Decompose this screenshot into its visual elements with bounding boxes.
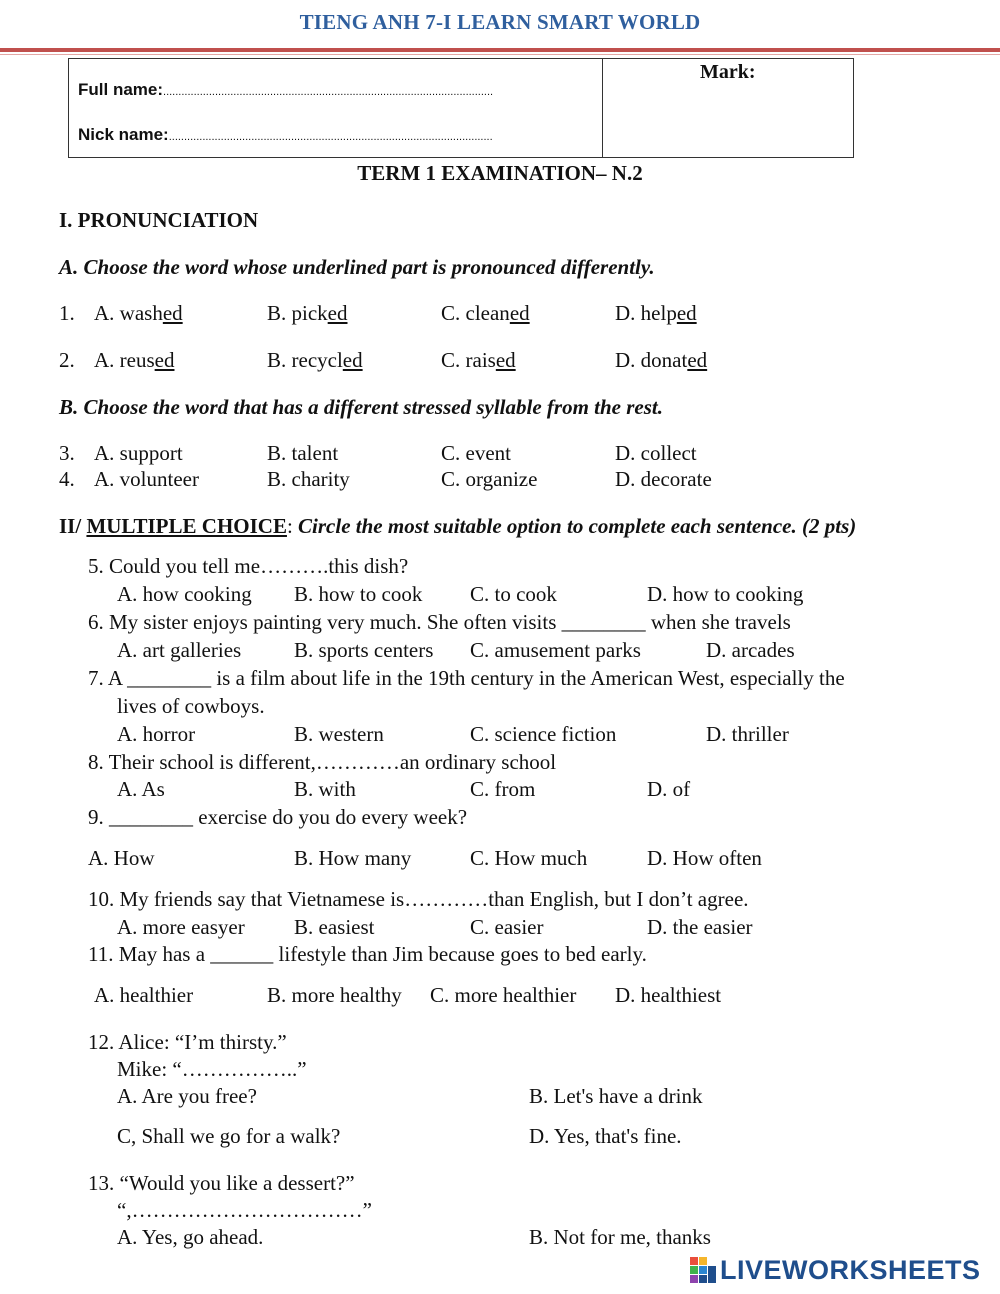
q10-option-a[interactable]: A. more easyer: [117, 915, 245, 939]
question-3-number: 3.: [59, 441, 75, 465]
q10-option-d[interactable]: D. the easier: [647, 915, 753, 939]
q1-option-b-underline: ed: [327, 301, 348, 325]
full-name-label: Full name:: [78, 80, 164, 99]
question-7-stem: 7. A ________ is a film about life in the 19th century in the American West, especially the: [88, 666, 845, 690]
q8-option-c[interactable]: C. from: [470, 777, 536, 801]
section-multiple-choice-heading: [59, 514, 856, 538]
q4-option-b[interactable]: B. charity: [267, 467, 350, 491]
q10-option-c[interactable]: C. easier: [470, 915, 544, 939]
q3-option-c[interactable]: C. event: [441, 441, 511, 465]
q12-option-b[interactable]: B. Let's have a drink: [529, 1084, 703, 1108]
q8-option-d[interactable]: D. of: [647, 777, 691, 801]
q8-option-b[interactable]: B. with: [294, 777, 356, 801]
question-1-number: 1.: [59, 301, 75, 325]
q3-option-d[interactable]: D. collect: [615, 441, 697, 465]
q2-option-d-underline: ed: [687, 348, 708, 372]
page-header-title: TIENG ANH 7-I LEARN SMART WORLD: [299, 10, 701, 34]
q1-option-d-underline: ed: [676, 301, 697, 325]
q5-option-c[interactable]: C. to cook: [470, 582, 557, 606]
q1-option-a-text: A. wash: [94, 301, 163, 325]
q6-option-d[interactable]: D. arcades: [706, 638, 795, 662]
q9-option-c[interactable]: C. How much: [470, 846, 588, 870]
mark-label: Mark:: [700, 61, 756, 83]
q1-option-c-underline: ed: [509, 301, 530, 325]
section-2-title: MULTIPLE CHOICE: [86, 514, 287, 538]
liveworksheets-logo-text: LIVEWORKSHEETS: [720, 1254, 981, 1285]
question-6-stem: 6. My sister enjoys painting very much. She often visits ________ when she travels: [88, 610, 791, 634]
question-8-stem: 8. Their school is different,…………an ordinary school: [88, 750, 557, 774]
header-divider: [0, 48, 1000, 52]
question-12-stem: 12. Alice: “I’m thirsty.”: [88, 1030, 287, 1054]
q7-option-b[interactable]: B. western: [294, 722, 384, 746]
q2-option-d-text: D. donat: [615, 348, 688, 372]
question-4-number: 4.: [59, 467, 75, 491]
part-a-instruction: A. Choose the word whose underlined part is pronounced differently.: [59, 255, 655, 279]
header-divider-thin: [0, 54, 1000, 55]
q12-option-c[interactable]: C, Shall we go for a walk?: [117, 1124, 341, 1148]
q1-option-a[interactable]: [94, 301, 183, 325]
q6-option-b[interactable]: B. sports centers: [294, 638, 434, 662]
question-7-stem-continued: lives of cowboys.: [117, 694, 265, 718]
question-13-stem: 13. “Would you like a dessert?”: [88, 1171, 355, 1195]
q2-option-d[interactable]: [615, 348, 707, 372]
q11-option-d[interactable]: D. healthiest: [615, 983, 722, 1007]
q8-option-a[interactable]: A. As: [117, 777, 165, 801]
q2-option-b[interactable]: [267, 348, 363, 372]
q12-option-a[interactable]: A. Are you free?: [117, 1084, 257, 1108]
full-name-row[interactable]: [78, 80, 493, 100]
nick-name-label: Nick name:: [78, 125, 169, 144]
q2-option-a-text: A. reus: [94, 348, 155, 372]
section-2-colon: :: [286, 514, 293, 538]
q2-option-c-text: C. rais: [441, 348, 496, 372]
exam-title: TERM 1 EXAMINATION– N.2: [357, 161, 643, 185]
q1-option-c[interactable]: [441, 301, 530, 325]
q2-option-c[interactable]: [441, 348, 516, 372]
q2-option-c-underline: ed: [495, 348, 516, 372]
liveworksheets-logo[interactable]: [690, 1254, 981, 1286]
full-name-field[interactable]: ............................................................................................................: [163, 86, 494, 98]
q6-option-c[interactable]: C. amusement parks: [470, 638, 641, 662]
question-11-stem: 11. May has a ______ lifestyle than Jim because goes to bed early.: [88, 942, 647, 966]
section-pronunciation-title: I. PRONUNCIATION: [59, 208, 259, 232]
q10-option-b[interactable]: B. easiest: [294, 915, 375, 939]
q13-option-a[interactable]: A. Yes, go ahead.: [117, 1225, 264, 1249]
section-2-prefix: II/: [59, 514, 87, 538]
q4-option-a[interactable]: A. volunteer: [94, 467, 199, 491]
liveworksheets-logo-icon: [690, 1257, 716, 1283]
q11-option-b[interactable]: B. more healthy: [267, 983, 402, 1007]
info-box-divider: [602, 58, 603, 158]
question-2-number: 2.: [59, 348, 75, 372]
q11-option-c[interactable]: C. more healthier: [430, 983, 577, 1007]
q5-option-d[interactable]: D. how to cooking: [647, 582, 804, 606]
q4-option-c[interactable]: C. organize: [441, 467, 538, 491]
q1-option-d-text: D. help: [615, 301, 677, 325]
question-13-stem-continued: “,……………………………”: [117, 1198, 372, 1222]
q3-option-a[interactable]: A. support: [94, 441, 183, 465]
q3-option-b[interactable]: B. talent: [267, 441, 339, 465]
q7-option-a[interactable]: A. horror: [117, 722, 196, 746]
nick-name-field[interactable]: ..........................................................................................................: [168, 131, 493, 143]
q2-option-a-underline: ed: [154, 348, 175, 372]
q5-option-a[interactable]: A. how cooking: [117, 582, 252, 606]
question-5-stem: 5. Could you tell me……….this dish?: [88, 554, 409, 578]
q1-option-b-text: B. pick: [267, 301, 328, 325]
question-10-stem: 10. My friends say that Vietnamese is…………than English, but I don’t agree.: [88, 887, 749, 911]
question-9-stem: 9. ________ exercise do you do every week?: [88, 805, 468, 829]
q6-option-a[interactable]: A. art galleries: [117, 638, 242, 662]
part-b-instruction: B. Choose the word that has a different stressed syllable from the rest.: [59, 395, 663, 419]
nick-name-row[interactable]: [78, 125, 493, 145]
q9-option-d[interactable]: D. How often: [647, 846, 762, 870]
q9-option-a[interactable]: A. How: [88, 846, 155, 870]
q1-option-a-underline: ed: [162, 301, 183, 325]
q11-option-a[interactable]: A. healthier: [94, 983, 194, 1007]
q1-option-b[interactable]: [267, 301, 348, 325]
q2-option-b-underline: ed: [342, 348, 363, 372]
q13-option-b[interactable]: B. Not for me, thanks: [529, 1225, 711, 1249]
q1-option-c-text: C. clean: [441, 301, 510, 325]
q1-option-d[interactable]: [615, 301, 697, 325]
section-2-instruction: Circle the most suitable option to complete each sentence. (2 pts): [292, 514, 857, 538]
q2-option-a[interactable]: [94, 348, 174, 372]
q2-option-b-text: B. recycl: [267, 348, 343, 372]
question-12-stem-continued: Mike: “……………..”: [117, 1057, 307, 1081]
q4-option-d[interactable]: D. decorate: [615, 467, 712, 491]
q12-option-d[interactable]: D. Yes, that's fine.: [529, 1124, 682, 1148]
q7-option-c[interactable]: C. science fiction: [470, 722, 617, 746]
q5-option-b[interactable]: B. how to cook: [294, 582, 423, 606]
q9-option-b[interactable]: B. How many: [294, 846, 412, 870]
q7-option-d[interactable]: D. thriller: [706, 722, 789, 746]
